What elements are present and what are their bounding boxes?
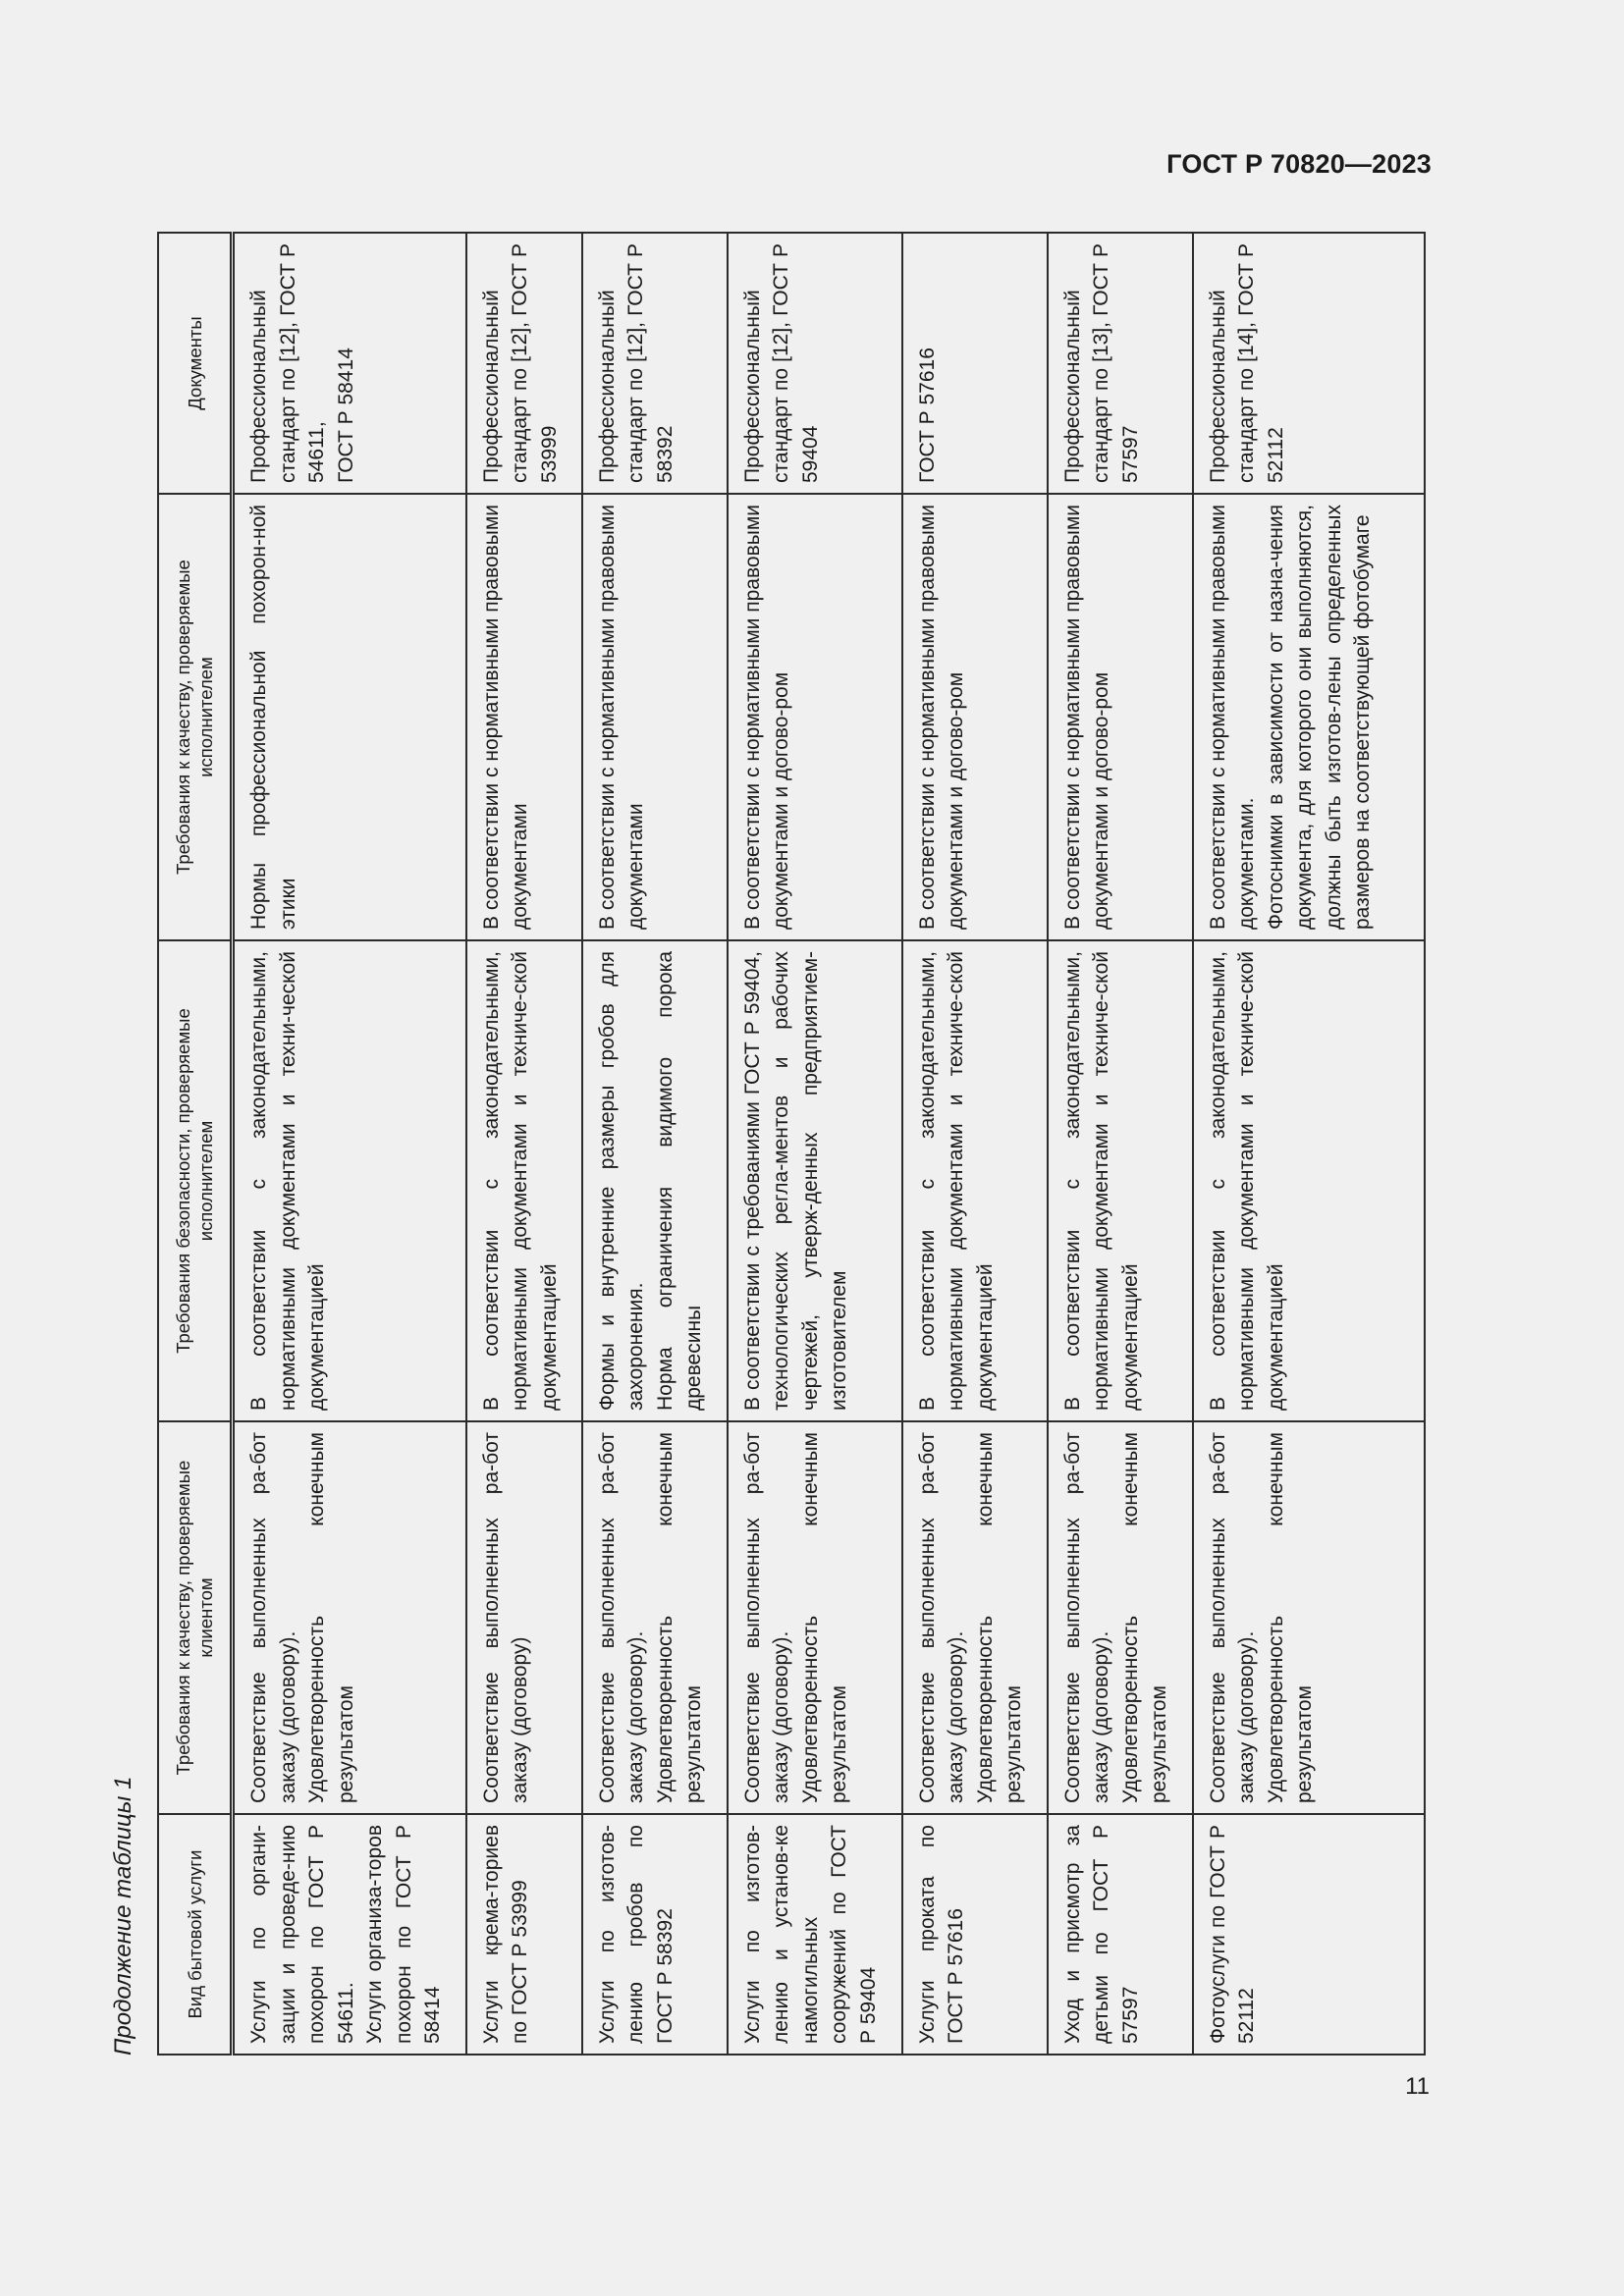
col-header-client-quality: Требования к качеству, проверяемые клиентом: [158, 1421, 233, 1814]
cell-safety: Формы и внутренние размеры гробов для захоронения. Норма ограничения видимого порока древесины: [582, 940, 728, 1421]
cell-executor-quality: В соответствии с нормативными правовыми документами. Фотоснимки в зависимости от назна-чения документа, для которого они выполняются, должны быть изготов-лены определенных размеров на соответствующей фотобумаге: [1193, 494, 1426, 940]
col-header-executor-quality: Требования к качеству, проверяемые исполнителем: [158, 494, 233, 940]
table-caption: Продолжение таблицы 1: [110, 1776, 136, 2056]
table-row: [582, 233, 728, 2055]
cell-service: Уход и присмотр за детьми по ГОСТ Р 57597: [1048, 1814, 1193, 2055]
cell-executor-quality: Нормы профессиональной похорон-ной этики: [233, 494, 466, 940]
table-header-row: [158, 233, 233, 2055]
cell-documents: Профессиональный стандарт по [12], ГОСТ Р 59404: [728, 233, 902, 494]
col-header-documents: Документы: [158, 233, 233, 494]
cell-client-quality: Соответствие выполненных ра-бот заказу (договору). Удовлетворенность конечным результатом: [902, 1421, 1048, 1814]
cell-safety: В соответствии с законодательными, нормативными документами и техниче-ской документацией: [902, 940, 1048, 1421]
cell-safety: В соответствии с законодательными, нормативными документами и техниче-ской документацией: [466, 940, 582, 1421]
cell-service: Услуги крема-ториев по ГОСТ Р 53999: [466, 1814, 582, 2055]
cell-safety: В соответствии с законодательными, нормативными документами и техниче-ской документацией: [1193, 940, 1426, 1421]
col-header-service: Вид бытовой услуги: [158, 1814, 233, 2055]
standard-designation: ГОСТ Р 70820—2023: [1166, 149, 1432, 179]
table-row: [1048, 233, 1193, 2055]
cell-documents: Профессиональный стандарт по [12], ГОСТ Р 58392: [582, 233, 728, 494]
table-row: [1193, 233, 1426, 2055]
table-row: [902, 233, 1048, 2055]
cell-service: Услуги по органи-зации и проведе-нию похорон по ГОСТ Р 54611. Услуги организа-торов похорон по ГОСТ Р 58414: [233, 1814, 466, 2055]
cell-client-quality: Соответствие выполненных ра-бот заказу (договору): [466, 1421, 582, 1814]
rotated-table-block: [108, 236, 1415, 2061]
table-row: [728, 233, 902, 2055]
cell-documents: ГОСТ Р 57616: [902, 233, 1048, 494]
col-header-safety: Требования безопасности, проверяемые исполнителем: [158, 940, 233, 1421]
cell-executor-quality: В соответствии с нормативными правовыми документами и догово-ром: [728, 494, 902, 940]
cell-service: Услуги по изготов-лению гробов по ГОСТ Р 58392: [582, 1814, 728, 2055]
cell-client-quality: Соответствие выполненных ра-бот заказу (договору). Удовлетворенность конечным результатом: [233, 1421, 466, 1814]
cell-documents: Профессиональный стандарт по [13], ГОСТ Р 57597: [1048, 233, 1193, 494]
cell-executor-quality: В соответствии с нормативными правовыми документами: [466, 494, 582, 940]
cell-service: Услуги по изготов-лению и установ-ке намогильных сооружений по ГОСТ Р 59404: [728, 1814, 902, 2055]
cell-client-quality: Соответствие выполненных ра-бот заказу (договору). Удовлетворенность конечным результатом: [728, 1421, 902, 1814]
cell-executor-quality: В соответствии с нормативными правовыми документами: [582, 494, 728, 940]
cell-executor-quality: В соответствии с нормативными правовыми документами и догово-ром: [1048, 494, 1193, 940]
cell-safety: В соответствии с требованиями ГОСТ Р 59404, технологических регла-ментов и рабочих чертежей, утверж-денных предприятием-изготовителем: [728, 940, 902, 1421]
cell-client-quality: Соответствие выполненных ра-бот заказу (договору). Удовлетворенность конечным результатом: [1048, 1421, 1193, 1814]
services-table: [157, 232, 1426, 2056]
cell-documents: Профессиональный стандарт по [12], ГОСТ Р 53999: [466, 233, 582, 494]
table-row: [233, 233, 466, 2055]
cell-service: Фотоуслуги по ГОСТ Р 52112: [1193, 1814, 1426, 2055]
cell-client-quality: Соответствие выполненных ра-бот заказу (договору). Удовлетворенность конечным результатом: [582, 1421, 728, 1814]
page-number: 11: [1405, 2073, 1430, 2100]
table-row: [466, 233, 582, 2055]
cell-safety: В соответствии с законодательными, нормативными документами и техни-ческой документацией: [233, 940, 466, 1421]
cell-documents: Профессиональный стандарт по [14], ГОСТ Р 52112: [1193, 233, 1426, 494]
cell-executor-quality: В соответствии с нормативными правовыми документами и догово-ром: [902, 494, 1048, 940]
cell-service: Услуги проката по ГОСТ Р 57616: [902, 1814, 1048, 2055]
cell-safety: В соответствии с законодательными, нормативными документами и техниче-ской документацией: [1048, 940, 1193, 1421]
cell-documents: Профессиональный стандарт по [12], ГОСТ Р 54611, ГОСТ Р 58414: [233, 233, 466, 494]
cell-client-quality: Соответствие выполненных ра-бот заказу (договору). Удовлетворенность конечным результатом: [1193, 1421, 1426, 1814]
